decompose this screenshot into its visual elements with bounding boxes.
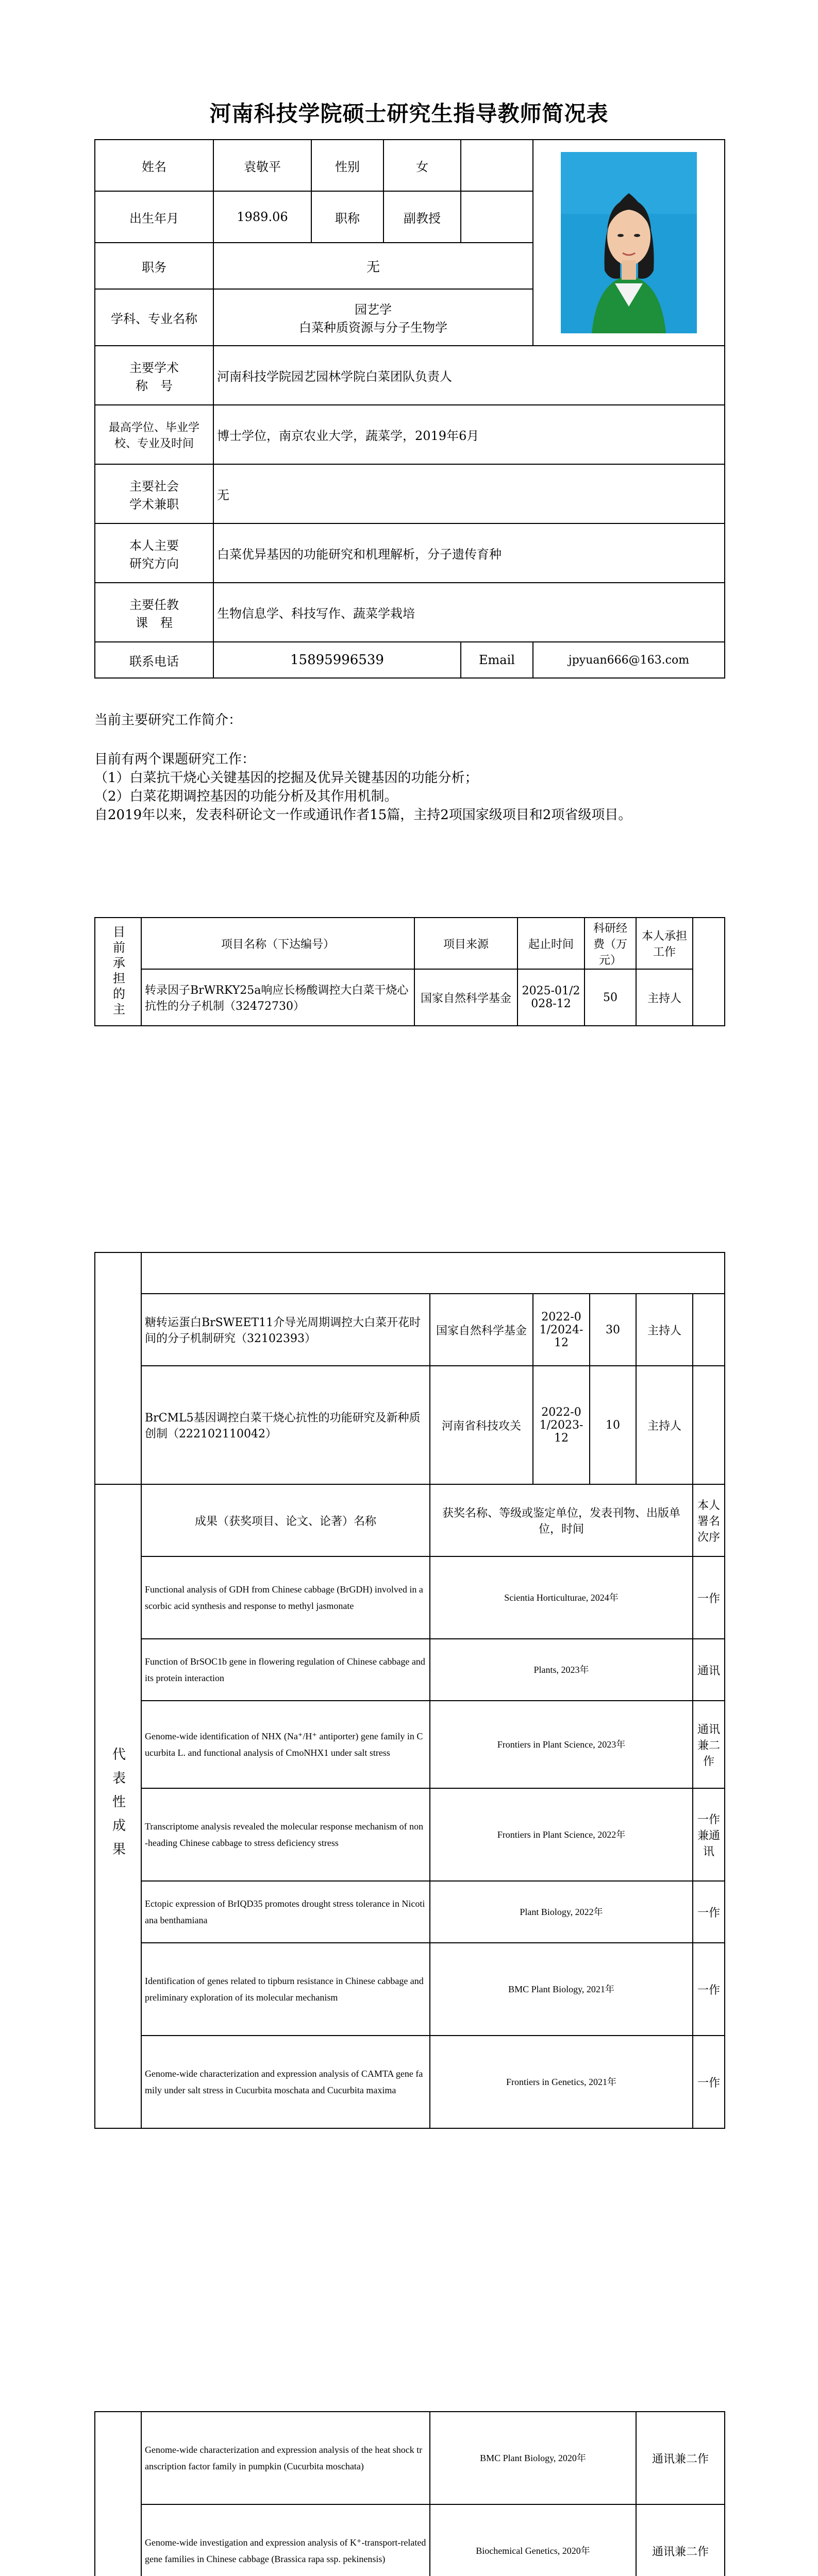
- birth-value: 1989.06: [213, 191, 311, 243]
- gender-value: 女: [383, 140, 461, 191]
- project-row-name: 糖转运蛋白BrSWEET11介导光周期调控大白菜开花时间的分子机制研究（32102393）: [141, 1294, 430, 1366]
- achievement-row-rank: 一作: [693, 1881, 725, 1943]
- project-row-period: 2022-01/2024-12: [533, 1294, 590, 1366]
- project-row-period: 2025-01/2028-12: [517, 969, 585, 1026]
- duty-label: 职务: [95, 243, 213, 289]
- intro-line4: 自2019年以来，发表科研论文一作或通讯作者15篇，主持2项国家级项目和2项省级项目。: [94, 807, 632, 823]
- achievement-row-source: Frontiers in Plant Science, 2023年: [430, 1701, 693, 1788]
- achievement-row-rank: 一作兼通讯: [693, 1788, 725, 1881]
- projects-header-period: 起止时间: [517, 918, 585, 969]
- intro-line3: （2）白菜花期调控基因的功能分析及其作用机制。: [94, 789, 398, 804]
- projects-header-funds: 科研经费（万元）: [585, 918, 636, 969]
- profile-table: [94, 139, 725, 679]
- project-row-funds: 10: [590, 1366, 636, 1484]
- achievements-header-rank: 本人署名次序: [693, 1484, 725, 1556]
- courses-value: 生物信息学、科技写作、蔬菜学栽培: [213, 583, 725, 642]
- achievement-row-rank: 通讯兼二作: [693, 1701, 725, 1788]
- projects-side-label: 目前承担的主: [95, 918, 141, 1026]
- achievement-row-name: Function of BrSOC1b gene in flowering regulation of Chinese cabbage and its protein interaction: [141, 1639, 430, 1701]
- achievement-row-source: Plants, 2023年: [430, 1639, 693, 1701]
- education-label: 最高学位、毕业学 校、专业及时间: [95, 405, 213, 464]
- birth-label: 出生年月: [95, 191, 213, 243]
- projects-table: [94, 917, 725, 1026]
- discipline-label: 学科、专业名称: [95, 289, 213, 346]
- achievement-row-source: Frontiers in Genetics, 2021年: [430, 2036, 693, 2128]
- gender-label: 性别: [311, 140, 383, 191]
- achievement-row-source: BMC Plant Biology, 2021年: [430, 1943, 693, 2036]
- project-row-role: 主持人: [636, 1366, 693, 1484]
- title-label: 职称: [311, 191, 383, 243]
- achievement-row-name: Ectopic expression of BrIQD35 promotes drought stress tolerance in Nicotiana benthamiana: [141, 1881, 430, 1943]
- achievement-row-rank: 通讯: [693, 1639, 725, 1701]
- project-row-funds: 50: [585, 969, 636, 1026]
- intro-heading: 当前主要研究工作简介：: [94, 713, 242, 728]
- phone-value: 15895996539: [213, 642, 461, 678]
- project-row-period: 2022-01/2023-12: [533, 1366, 590, 1484]
- project-row-name: 转录因子BrWRKY25a响应长杨酸调控大白菜干烧心抗性的分子机制（32472730）: [141, 969, 414, 1026]
- achievement-row-source: Biochemical Genetics, 2020年: [430, 2504, 636, 2576]
- project-row-name: BrCML5基因调控白菜干烧心抗性的功能研究及新种质创制（222102110042）: [141, 1366, 430, 1484]
- intro-line1: 目前有两个课题研究工作：: [94, 752, 256, 767]
- project-row-role: 主持人: [636, 969, 693, 1026]
- achievement-row-name: Genome-wide investigation and expression analysis of K⁺-transport-related gene families in Chinese cabbage (Brassica rapa ssp. pekinensis): [141, 2504, 430, 2576]
- achievement-row-rank: 一作: [693, 2036, 725, 2128]
- intro-line2: （1）白菜抗干烧心关键基因的挖掘及优异关键基因的功能分析；: [94, 770, 478, 786]
- title-value: 副教授: [383, 191, 461, 243]
- page-title: 河南科技学院硕士研究生指导教师简况表: [209, 101, 609, 126]
- projects-header-role: 本人承担工作: [636, 918, 693, 969]
- duty-value: 无: [213, 243, 533, 289]
- achievement-row-rank: 一作: [693, 1943, 725, 2036]
- achievement-row-rank: 一作: [693, 1556, 725, 1639]
- discipline-value: [213, 289, 533, 346]
- achievement-row-name: Identification of genes related to tipburn resistance in Chinese cabbage and preliminary exploration of its molecular mechanism: [141, 1943, 430, 2036]
- achievements-table: [94, 1252, 725, 2129]
- research-label: 本人主要 研究方向: [95, 523, 213, 583]
- phone-label: 联系电话: [95, 642, 213, 678]
- project-row-source: 国家自然科学基金: [414, 969, 517, 1026]
- discipline-line2: 白菜种质资源与分子生物学: [299, 320, 447, 335]
- achievement-row-source: Frontiers in Plant Science, 2022年: [430, 1788, 693, 1881]
- achievement-row-name: Genome-wide characterization and expression analysis of CAMTA gene family under salt stress in Cucurbita moschata and Cucurbita maxima: [141, 2036, 430, 2128]
- research-intro: [94, 711, 724, 824]
- name-label: 姓名: [95, 140, 213, 191]
- achievement-row-name: Transcriptome analysis revealed the molecular response mechanism of non-heading Chinese cabbage to stress deficiency stress: [141, 1788, 430, 1881]
- achievement-row-source: BMC Plant Biology, 2020年: [430, 2412, 636, 2504]
- education-value: 博士学位，南京农业大学，蔬菜学，2019年6月: [213, 405, 725, 464]
- email-label: Email: [461, 642, 533, 678]
- achievement-row-name: Functional analysis of GDH from Chinese cabbage (BrGDH) involved in ascorbic acid synthesis and response to methyl jasmonate: [141, 1556, 430, 1639]
- achievements-header-source: 获奖名称、等级或鉴定单位，发表刊物、出版单位，时间: [430, 1484, 693, 1556]
- photo-cell: [533, 140, 725, 346]
- achievement-row-name: Genome-wide characterization and expression analysis of the heat shock transcription factor family in pumpkin (Cucurbita moschata): [141, 2412, 430, 2504]
- courses-label: 主要任教 课 程: [95, 583, 213, 642]
- social-value: 无: [213, 464, 725, 523]
- projects-header-source: 项目来源: [414, 918, 517, 969]
- academic-duty-value: 河南科技学院园艺园林学院白菜团队负责人: [213, 346, 725, 405]
- social-label: 主要社会 学术兼职: [95, 464, 213, 523]
- project-row-source: 河南省科技攻关: [430, 1366, 533, 1484]
- project-row-funds: 30: [590, 1294, 636, 1366]
- name-value: 袁敬平: [213, 140, 311, 191]
- achievements-header-name: 成果（获奖项目、论文、论著）名称: [141, 1484, 430, 1556]
- discipline-line1: 园艺学: [355, 302, 392, 317]
- achievement-row-name: Genome-wide identification of NHX (Na⁺/H⁺ antiporter) gene family in Cucurbita L. and functional analysis of CmoNHX1 under salt stress: [141, 1701, 430, 1788]
- portrait-photo: [561, 152, 697, 333]
- academic-duty-label: 主要学术 称 号: [95, 346, 213, 405]
- projects-header-name: 项目名称（下达编号）: [141, 918, 414, 969]
- achievements-table-continued: [94, 2411, 725, 2576]
- project-row-role: 主持人: [636, 1294, 693, 1366]
- achievement-row-source: Plant Biology, 2022年: [430, 1881, 693, 1943]
- research-value: 白菜优异基因的功能研究和机理解析，分子遗传育种: [213, 523, 725, 583]
- project-row-source: 国家自然科学基金: [430, 1294, 533, 1366]
- achievements-side-label: 代表性成果: [95, 1484, 141, 2128]
- achievement-row-source: Scientia Horticulturae, 2024年: [430, 1556, 693, 1639]
- email-value: jpyuan666@163.com: [533, 642, 725, 678]
- achievement-row-rank: 通讯兼二作: [636, 2504, 725, 2576]
- achievement-row-rank: 通讯兼二作: [636, 2412, 725, 2504]
